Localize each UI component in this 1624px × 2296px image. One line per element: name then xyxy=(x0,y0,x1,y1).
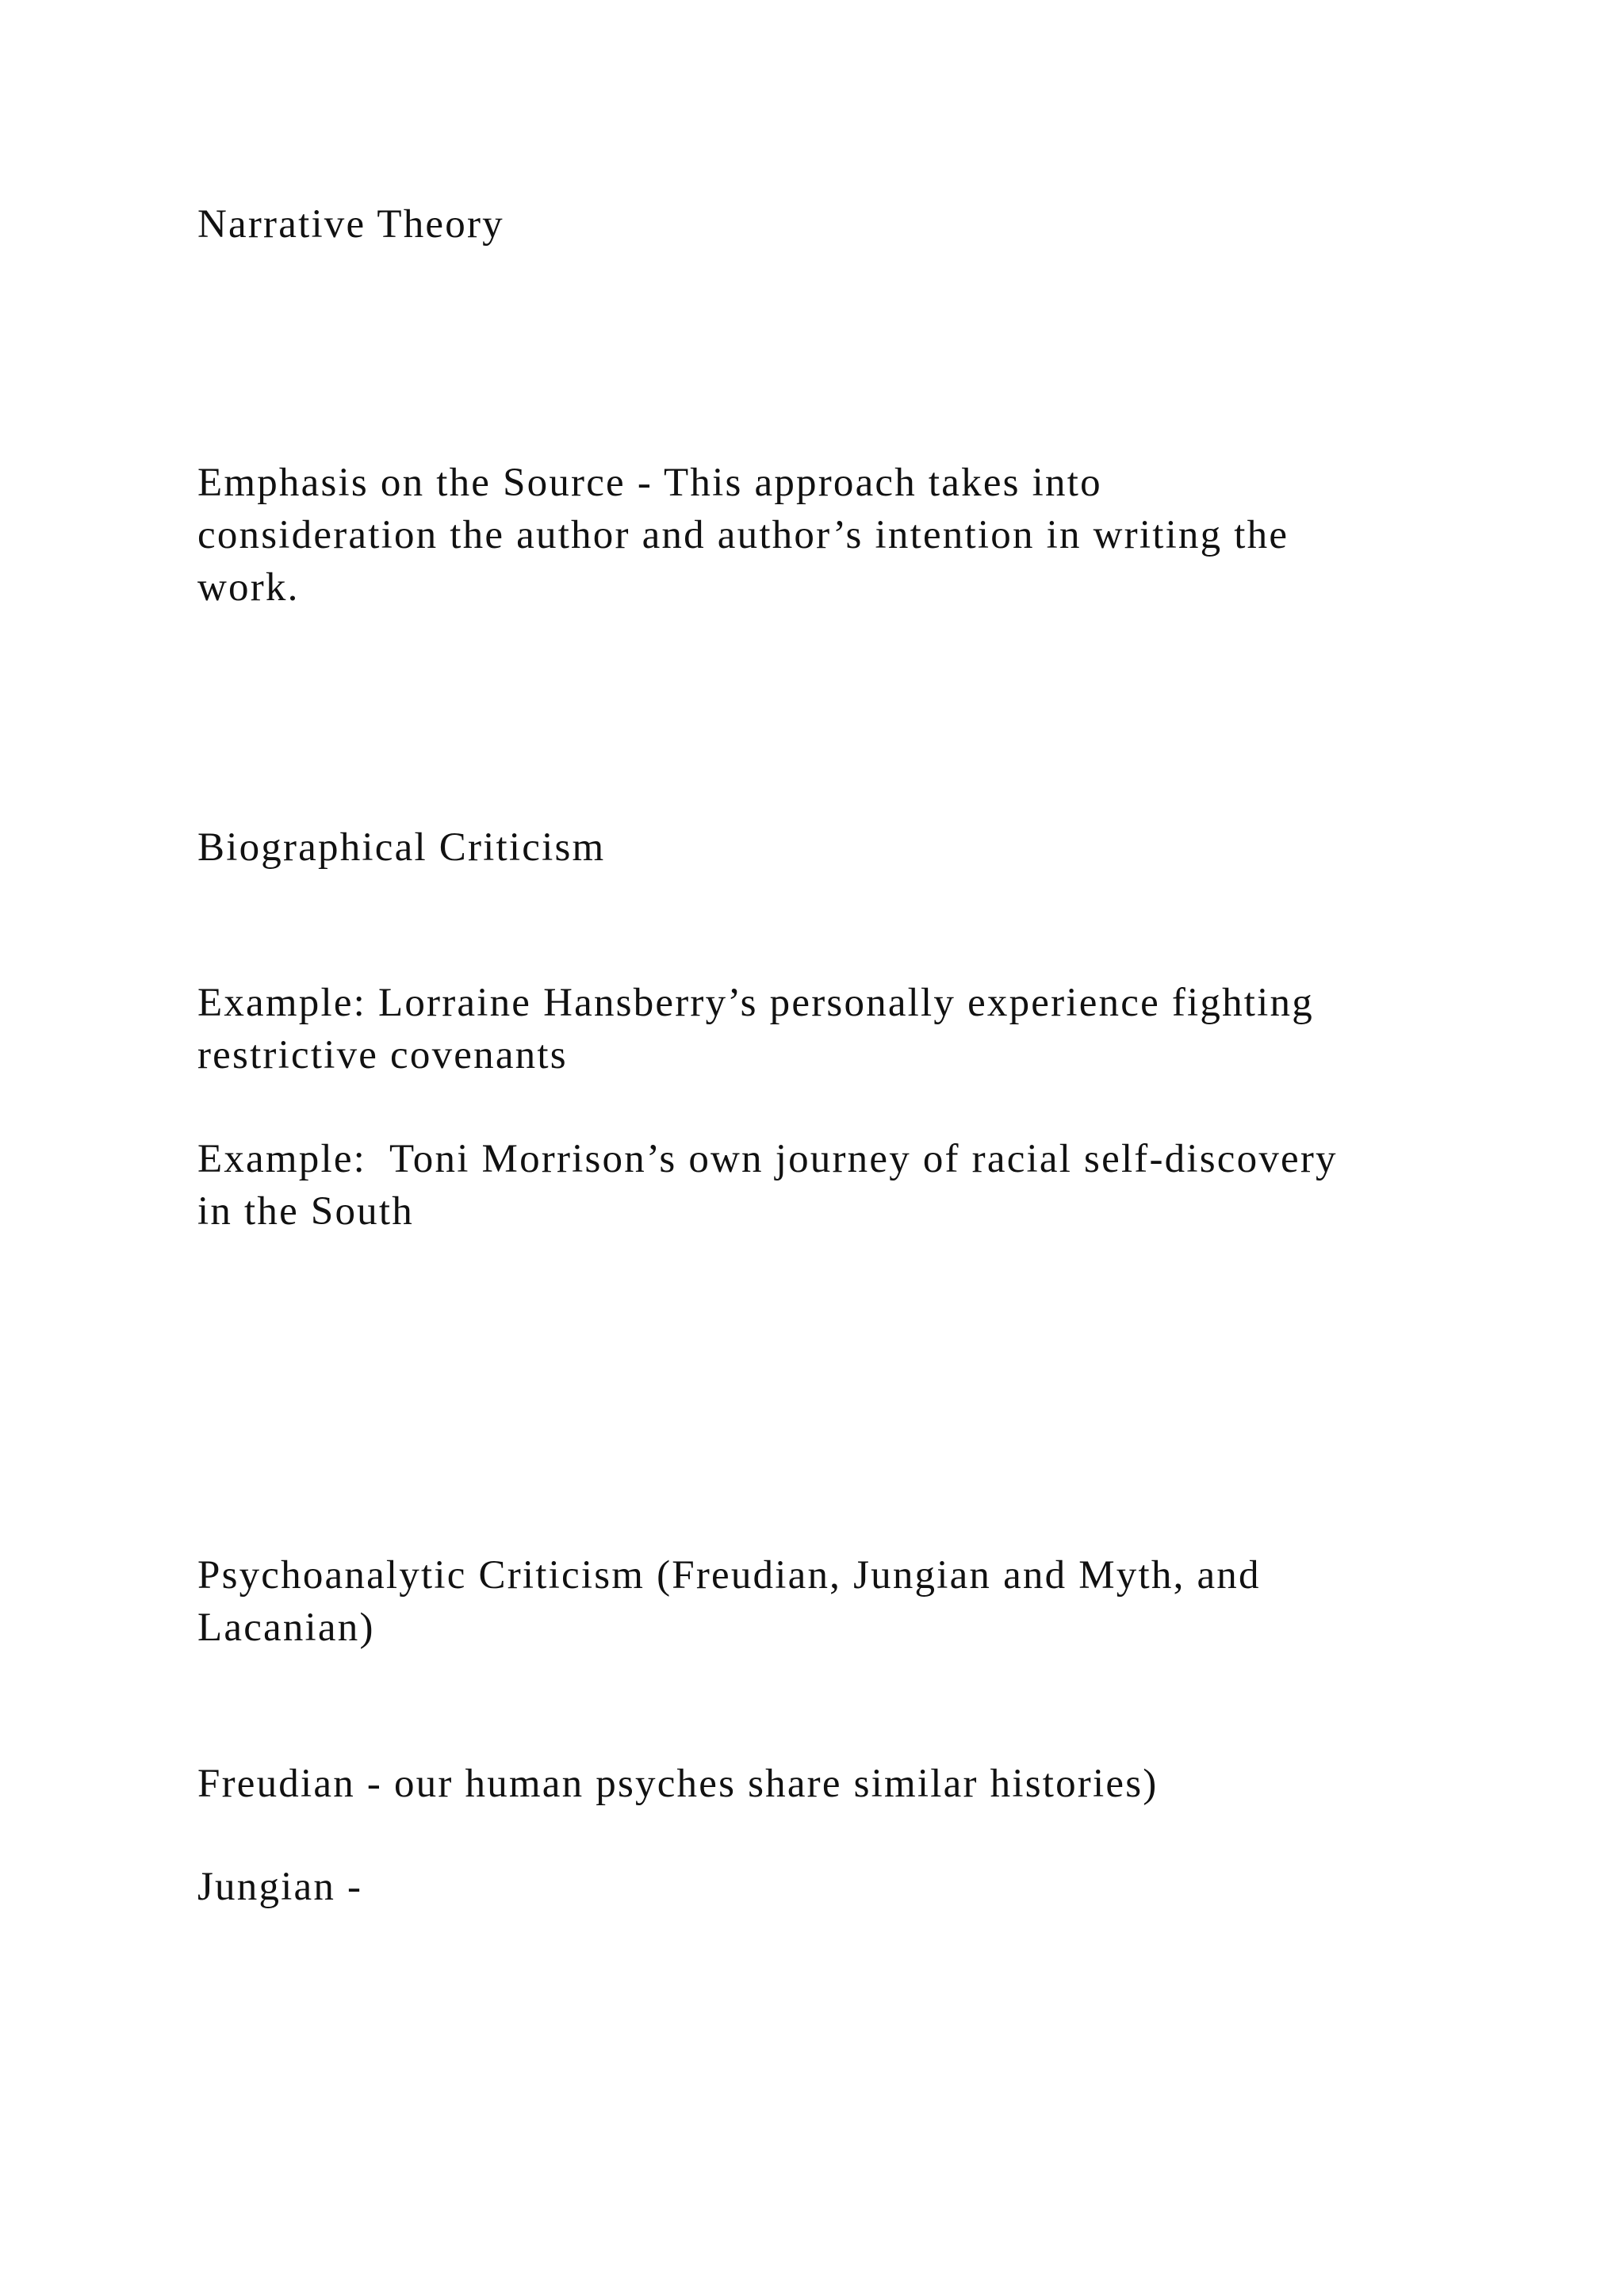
biographical-example-2-line-1: Example: Toni Morrison’s own journey of racial self-discovery xyxy=(197,1137,1338,1181)
source-paragraph-line-1: Emphasis on the Source - This approach takes into xyxy=(197,461,1102,505)
jungian-line: Jungian - xyxy=(197,1865,363,1909)
source-paragraph-line-2: consideration the author and author’s intention in writing the xyxy=(197,513,1289,557)
biographical-example-1-line-2: restrictive covenants xyxy=(197,1033,568,1077)
freudian-line: Freudian - our human psyches share similar histories) xyxy=(197,1762,1159,1806)
psychoanalytic-heading-line-1: Psychoanalytic Criticism (Freudian, Jungian and Myth, and xyxy=(197,1553,1261,1598)
document-title: Narrative Theory xyxy=(197,202,504,247)
source-paragraph-line-3: work. xyxy=(197,565,300,610)
psychoanalytic-heading-line-2: Lacanian) xyxy=(197,1605,375,1650)
biographical-example-1-line-1: Example: Lorraine Hansberry’s personally experience fighting xyxy=(197,981,1314,1025)
biographical-heading: Biographical Criticism xyxy=(197,825,606,870)
biographical-example-2-line-2: in the South xyxy=(197,1189,414,1234)
